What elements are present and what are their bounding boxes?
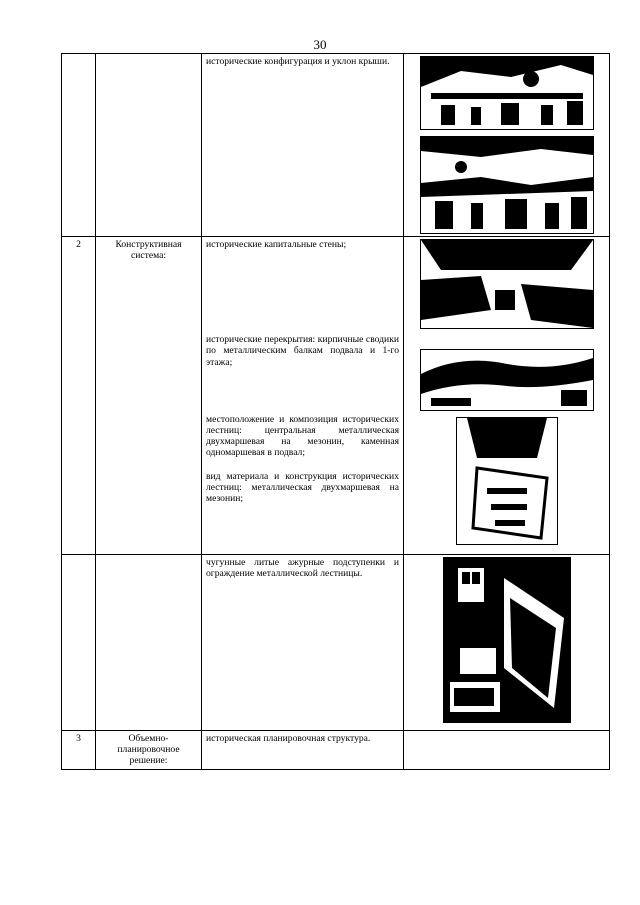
row-description — [202, 237, 404, 555]
staircase-photo-1 — [456, 417, 558, 545]
row-name: Конструктивная система: — [96, 237, 202, 555]
photo-cell — [404, 555, 610, 731]
row-name — [96, 555, 202, 731]
table-row — [62, 54, 610, 237]
table-row — [62, 731, 610, 770]
description-item: исторические конфигурация и уклон крыши. — [206, 56, 390, 67]
row-description — [202, 731, 404, 770]
photo-cell — [404, 237, 610, 555]
table-row — [62, 237, 610, 555]
row-name: Объемно-планировочное решение: — [96, 731, 202, 770]
heritage-elements-table — [61, 53, 610, 770]
row-description — [202, 54, 404, 237]
row-number: 3 — [62, 731, 96, 770]
staircase-photo-2 — [443, 557, 571, 723]
walls-photo — [420, 239, 594, 329]
photo-cell — [404, 54, 610, 237]
row-number: 2 — [62, 237, 96, 555]
description-item: чугунные литые ажурные подступенки и ограждение металлической лестницы. — [206, 557, 399, 580]
row-number — [62, 54, 96, 237]
row-number — [62, 555, 96, 731]
description-item: вид материала и конструкция исторических лестниц: металлическая двухмаршевая на мезонин; — [206, 470, 399, 505]
description-item: местоположение и композиция исторических лестниц: центральная металлическая двухмаршевая на мезонин, каменная одномаршевая в подвал; — [206, 413, 399, 459]
description-item: историческая планировочная структура. — [206, 733, 371, 744]
page-number: 30 — [313, 37, 327, 52]
table-row — [62, 555, 610, 731]
roof-photo-1 — [420, 56, 594, 130]
photo-cell — [404, 731, 610, 770]
row-description — [202, 555, 404, 731]
vaults-photo — [420, 349, 594, 411]
description-item: исторические капитальные стены; — [206, 239, 347, 250]
roof-photo-2 — [420, 136, 594, 234]
description-item: исторические перекрытия: кирпичные сводики по металлическим балкам подвала и 1-го этажа; — [206, 334, 399, 368]
row-name — [96, 54, 202, 237]
